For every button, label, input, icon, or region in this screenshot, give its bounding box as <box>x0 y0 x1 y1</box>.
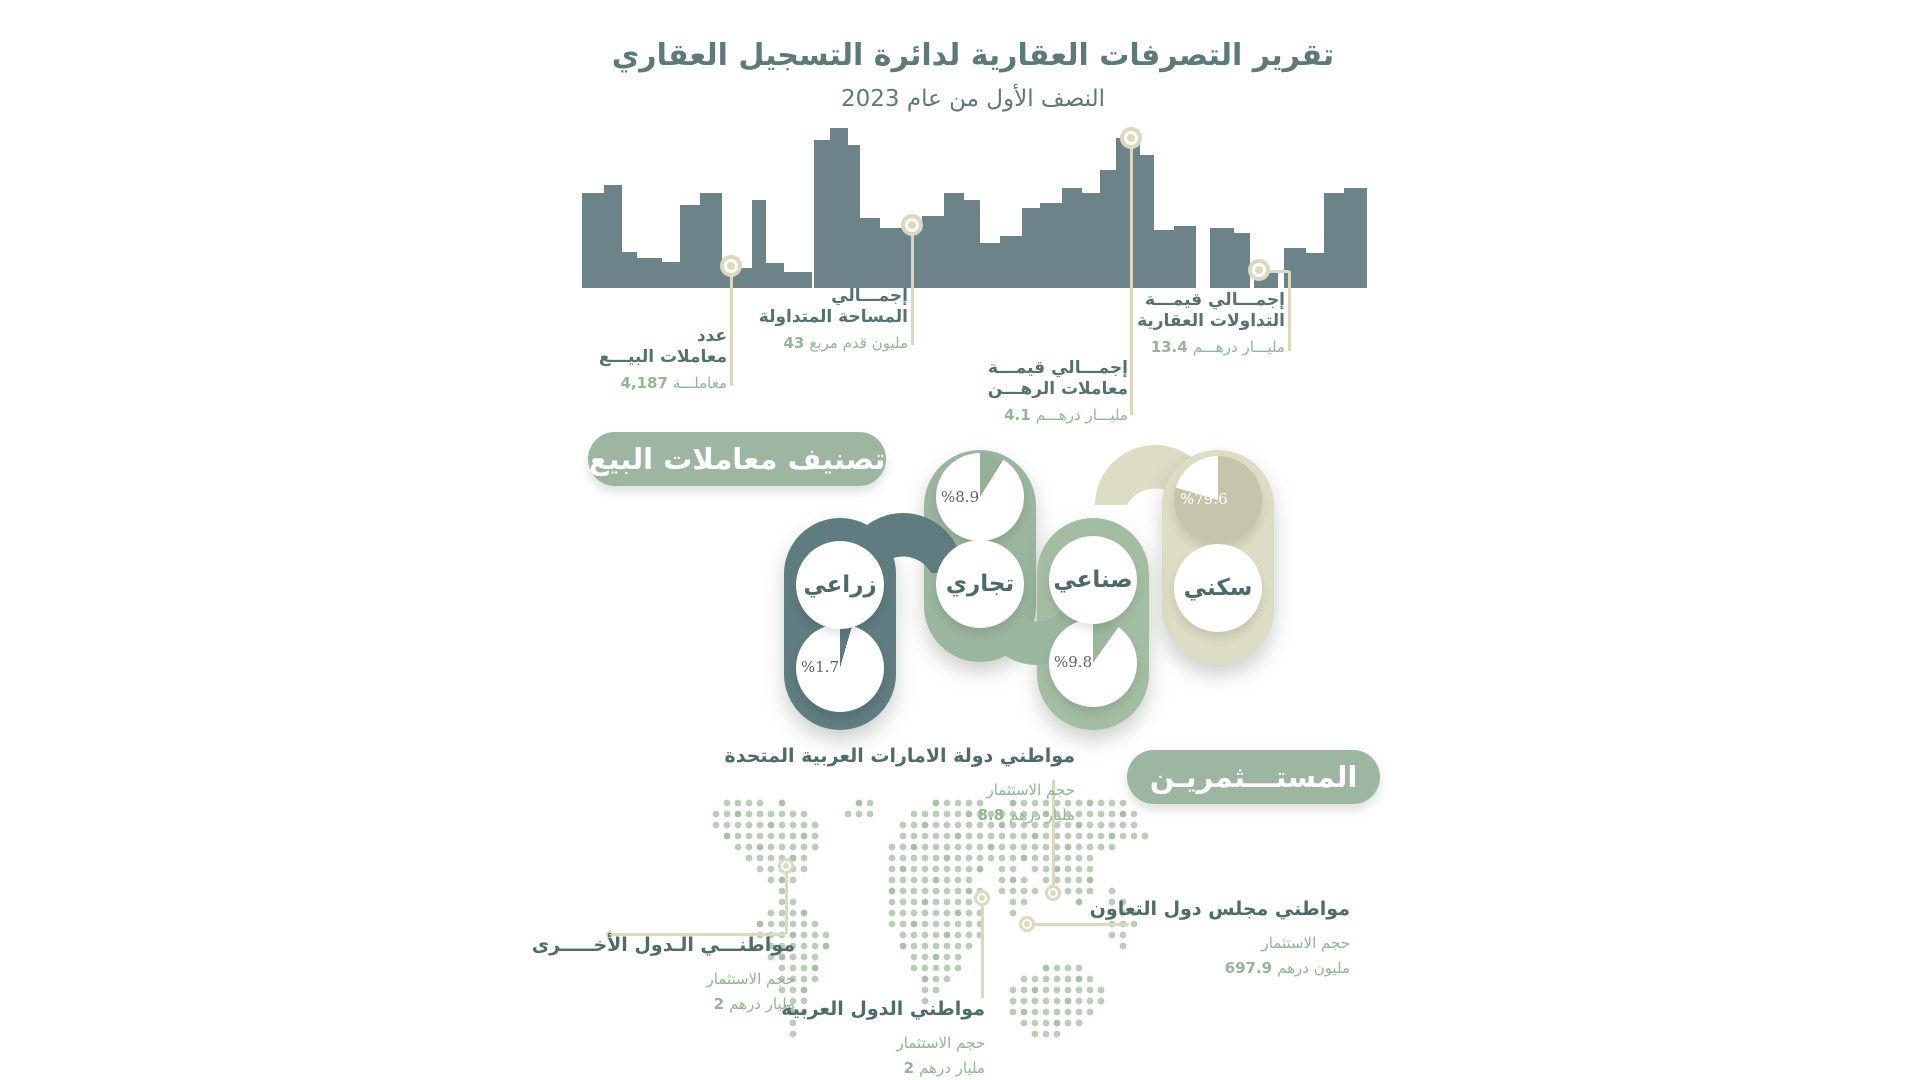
callout-title: إجمـــالي قيمـــة <box>987 358 1128 378</box>
page-subtitle: النصف الأول من عام 2023 <box>840 86 1106 112</box>
investor-value <box>781 1059 985 1077</box>
investor-callout-arab-countries <box>781 998 985 1077</box>
callout-value <box>1137 338 1285 356</box>
callout-title: التداولات العقارية <box>1137 311 1285 331</box>
percent-label-residential: %79.6 <box>1180 490 1228 508</box>
callout-line <box>785 874 788 934</box>
investor-callout-gcc <box>1090 898 1350 977</box>
value-number: 8.8 <box>977 806 1005 824</box>
value-number: 2 <box>903 1059 915 1077</box>
investment-caption: حجم الاستثمار <box>896 1034 985 1052</box>
percent-label-industrial: %9.8 <box>1054 653 1093 671</box>
callout-value <box>988 406 1128 424</box>
callout-mortgage-value <box>988 358 1128 424</box>
map-pin-marker <box>974 890 990 906</box>
value-number: 697.9 <box>1224 959 1273 977</box>
callout-line <box>1288 271 1291 351</box>
value-unit: معاملـــة <box>672 374 727 392</box>
sales-classification-badge: تصنيف معاملات البيع <box>588 432 886 486</box>
value-unit: مليار درهم <box>1009 806 1075 824</box>
value-number: 2 <box>713 995 725 1013</box>
pie-label-agricultural: زراعي <box>796 541 884 629</box>
callout-value <box>599 374 727 392</box>
value-number: 43 <box>783 334 805 352</box>
map-pin-marker <box>1019 916 1035 932</box>
callout-line <box>1130 140 1133 415</box>
value-number: 13.4 <box>1150 338 1188 356</box>
callout-title: عدد <box>696 326 727 346</box>
investor-value <box>532 995 795 1013</box>
map-pin-marker <box>901 214 923 236</box>
investor-callout-uae <box>725 745 1075 824</box>
callout-title: معاملات البيـــع <box>598 347 727 367</box>
investor-title: مواطنـــي الـدول الأخـــــرى <box>531 934 795 956</box>
value-number: 4.1 <box>1004 406 1031 424</box>
investors-badge: المستـــثمريـن <box>1127 750 1380 804</box>
callout-title: إجمـــالي قيمـــة <box>1144 290 1285 310</box>
pie-label-industrial: صناعي <box>1049 536 1137 624</box>
value-unit: مليون درهم <box>1277 959 1350 977</box>
investor-title: مواطني مجلس دول التعاون <box>1089 898 1350 920</box>
value-unit: مليار درهم <box>729 995 795 1013</box>
investment-caption: حجم الاستثمار <box>1261 934 1350 952</box>
callout-sales-count <box>599 326 727 392</box>
investor-value <box>1090 959 1350 977</box>
value-unit: مليـــار درهـــم <box>1192 338 1285 356</box>
value-unit: مليار درهم <box>919 1059 985 1077</box>
map-pin-marker <box>720 255 742 277</box>
callout-value <box>759 334 908 352</box>
callout-trading-value <box>1137 290 1285 356</box>
pie-label-residential: سكني <box>1174 544 1262 632</box>
callout-traded-area <box>759 286 908 352</box>
map-pin-marker <box>778 858 794 874</box>
value-unit: مليون قدم مربع <box>809 334 908 352</box>
map-pin-marker <box>1045 885 1061 901</box>
callout-line <box>730 268 733 386</box>
map-pin-marker <box>1248 259 1270 281</box>
callout-line <box>911 227 914 345</box>
callout-title: المساحة المتداولة <box>758 307 908 327</box>
investor-title: مواطني دولة الامارات العربية المتحدة <box>724 745 1075 767</box>
investment-caption: حجم الاستثمار <box>986 781 1075 799</box>
callout-line <box>981 906 984 998</box>
callout-title: معاملات الرهـــن <box>987 379 1128 399</box>
value-unit: مليـــار درهـــم <box>1035 406 1128 424</box>
percent-label-commercial: %8.9 <box>941 488 980 506</box>
investment-caption: حجم الاستثمار <box>706 970 795 988</box>
pie-label-commercial: تجاري <box>936 540 1024 628</box>
callout-title: إجمـــالي <box>831 286 908 306</box>
investor-title: مواطني الدول العربية <box>781 998 985 1020</box>
map-pin-marker <box>1120 127 1142 149</box>
percent-label-agricultural: %1.7 <box>801 658 840 676</box>
page-title: تقرير التصرفات العقارية لدائرة التسجيل العقاري <box>611 38 1335 73</box>
investor-value <box>725 806 1075 824</box>
investor-callout-other-countries <box>532 934 795 1013</box>
value-number: 4,187 <box>620 374 668 392</box>
